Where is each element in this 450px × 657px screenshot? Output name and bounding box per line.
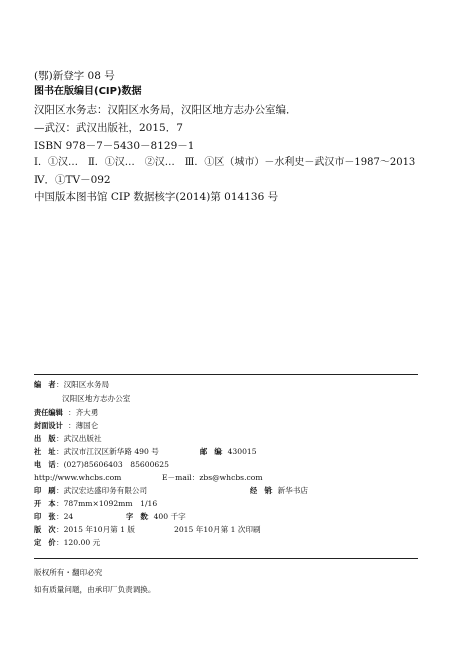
printer-label: 印 刷 [34,486,56,495]
cip-number: 中国版本图书馆 CIP 数据核字(2014)第 014136 号 [34,191,279,203]
divider-bottom [34,558,418,559]
format-label: 开 本 [34,499,56,508]
approval-number: (鄂)新登字 08 号 [34,70,115,82]
sheets-label: 印 张 [34,512,56,521]
credit-sheets [34,512,418,522]
cover-design: ：薄国仑 [68,421,99,430]
distributor-label: 经 销 [250,486,272,495]
phone: ：(027)85606403 85600625 [56,460,169,469]
editor-2: 汉阳区地方志办公室 [62,394,131,403]
address-label: 社 址 [34,447,56,456]
credit-price [34,538,100,548]
credit-format [34,499,157,509]
website: http://www.whcbs.com [34,473,122,482]
editor-1: ：汉阳区水务局 [56,380,110,389]
publisher: ：武汉出版社 [56,434,102,443]
credit-printer [34,486,418,496]
distributor-group [250,486,308,496]
printer: ：武汉宏达盛印务有限公司 [56,486,148,495]
cip-classification-1: Ⅰ．①汉… Ⅱ．①汉… ②汉… Ⅲ．①区（城市）－水利史－武汉市－1987～2013 [34,157,416,168]
edition-label: 版 次 [34,525,56,534]
credit-web [34,473,418,483]
distributor: ：新华书店 [270,486,308,495]
address: ：武汉市江汉区新华路 490 号 [56,447,159,456]
email-group [162,473,263,483]
publisher-label: 出 版 [34,434,56,443]
cip-title-line: 汉阳区水务志：汉阳区水务局，汉阳区地方志办公室编． [34,104,297,116]
words-group [126,512,186,522]
cover-design-label: 封面设计 [34,421,63,430]
words: ：400 千字 [146,512,186,521]
cip-publisher-line: —武汉：武汉出版社，2015．7 [34,122,183,134]
words-label: 字 数 [126,512,148,521]
sheets: ：24 [56,512,74,521]
email-label: E－mail [162,473,192,482]
quality-notice: 如有质量问题，由承印厂负责调换。 [34,585,156,594]
postcode: ：430015 [220,447,257,456]
credit-edition [34,525,418,535]
phone-label: 电 话 [34,460,56,469]
price: ：120.00 元 [56,538,101,547]
credit-cover-design [34,421,98,431]
chief-editor-label: 责任编辑 [34,408,63,417]
credit-address [34,447,418,457]
cip-heading: 图书在版编目(CIP)数据 [34,86,142,97]
credit-publisher [34,434,102,444]
email: ：zbs@whcbs.com [191,473,263,482]
isbn: ISBN 978－7－5430－8129－1 [34,140,195,152]
postcode-label: 邮 编 [200,447,222,456]
format: ：787mm×1092mm 1/16 [56,499,158,508]
printing: 2015 年10月第 1 次印刷 [174,525,261,534]
edition: ：2015 年10月第 1 版 [56,525,136,534]
credit-chief-editor [34,408,98,418]
editors-label: 编 者 [34,380,56,389]
divider-top [34,374,418,375]
credit-editors [34,380,109,390]
cip-classification-2: Ⅳ．①TV－092 [34,174,111,186]
chief-editor: ：齐大勇 [68,408,99,417]
price-label: 定 价 [34,538,56,547]
copyright-notice: 版权所有・翻印必究 [34,568,103,577]
postcode-group [200,447,257,457]
credit-phone [34,460,169,470]
